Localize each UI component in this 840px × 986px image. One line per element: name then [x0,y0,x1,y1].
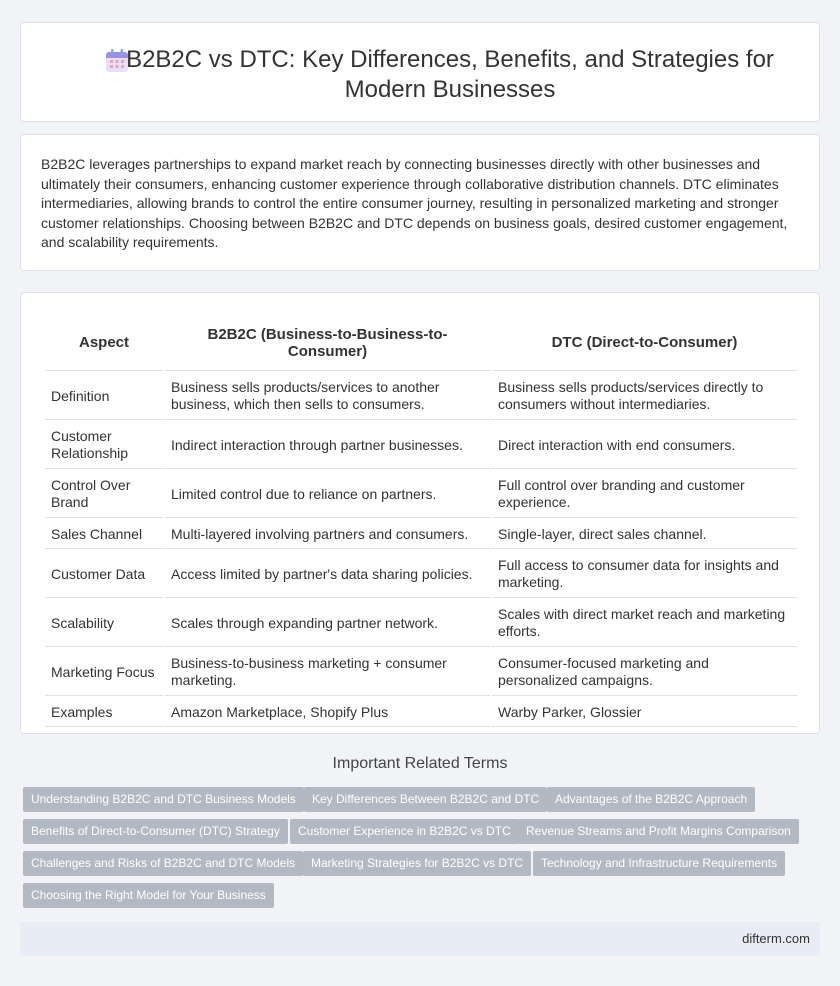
cell-aspect: Customer Data [45,551,163,598]
related-term-tag[interactable]: Challenges and Risks of B2B2C and DTC Models [23,851,303,876]
related-term-tag[interactable]: Key Differences Between B2B2C and DTC [304,787,547,812]
related-term-tag[interactable]: Technology and Infrastructure Requirements [533,851,785,876]
comparison-table [43,313,799,729]
cell-b2b2c: Access limited by partner's data sharing policies. [165,551,490,598]
related-term-tag[interactable]: Benefits of Direct-to-Consumer (DTC) Strategy [23,819,288,844]
cell-b2b2c: Indirect interaction through partner businesses. [165,422,490,469]
cell-aspect: Control Over Brand [45,471,163,518]
cell-aspect: Sales Channel [45,520,163,549]
related-term-tag[interactable]: Customer Experience in B2B2C vs DTC [290,819,519,844]
related-term-tag[interactable]: Revenue Streams and Profit Margins Comparison [518,819,799,844]
header-card [20,22,820,122]
intro-card [20,134,820,271]
page-title: B2B2C vs DTC: Key Differences, Benefits, and Strategies for Modern Businesses [126,46,774,103]
cell-dtc: Consumer-focused marketing and personalized campaigns. [492,649,797,696]
column-header-dtc: DTC (Direct-to-Consumer) [492,315,797,371]
cell-aspect: Definition [45,373,163,420]
site-name[interactable]: difterm.com [742,931,810,946]
comparison-table-card [20,292,820,734]
related-term-tag[interactable]: Advantages of the B2B2C Approach [547,787,755,812]
cell-dtc: Full access to consumer data for insights and marketing. [492,551,797,598]
cell-dtc: Scales with direct market reach and marketing efforts. [492,600,797,647]
footer [20,922,820,956]
table-row [45,471,797,518]
related-term-tag[interactable]: Marketing Strategies for B2B2C vs DTC [303,851,531,876]
table-row [45,600,797,647]
table-row [45,373,797,420]
cell-b2b2c: Limited control due to reliance on partners. [165,471,490,518]
cell-b2b2c: Business-to-business marketing + consumer marketing. [165,649,490,696]
cell-aspect: Customer Relationship [45,422,163,469]
cell-dtc: Direct interaction with end consumers. [492,422,797,469]
table-header-row [45,315,797,371]
cell-b2b2c: Scales through expanding partner network. [165,600,490,647]
column-header-aspect: Aspect [45,315,163,371]
cell-dtc: Single-layer, direct sales channel. [492,520,797,549]
table-row [45,551,797,598]
cell-dtc: Warby Parker, Glossier [492,698,797,727]
cell-b2b2c: Business sells products/services to another business, which then sells to consumers. [165,373,490,420]
related-terms-title: Important Related Terms [332,755,508,772]
cell-aspect: Examples [45,698,163,727]
related-term-tag[interactable]: Choosing the Right Model for Your Business [23,883,274,908]
intro-text: B2B2C leverages partnerships to expand market reach by connecting businesses directly with other businesses and ultimately their consumers, enhancing customer experience through collaborative distribution channels. DTC eliminates intermediaries, allowing brands to control the entire consumer journey, resulting in personalized marketing and stronger customer relationships. Choosing between B2B2C and DTC depends on business goals, desired customer engagement, and scalability requirements. [41,156,788,250]
table-row [45,698,797,727]
cell-aspect: Scalability [45,600,163,647]
column-header-b2b2c: B2B2C (Business-to-Business-to-Consumer) [165,315,490,371]
table-row [45,520,797,549]
cell-dtc: Full control over branding and customer experience. [492,471,797,518]
cell-b2b2c: Multi-layered involving partners and consumers. [165,520,490,549]
table-row [45,649,797,696]
cell-aspect: Marketing Focus [45,649,163,696]
cell-b2b2c: Amazon Marketplace, Shopify Plus [165,698,490,727]
related-term-tag[interactable]: Understanding B2B2C and DTC Business Models [23,787,304,812]
cell-dtc: Business sells products/services directly to consumers without intermediaries. [492,373,797,420]
table-row [45,422,797,469]
